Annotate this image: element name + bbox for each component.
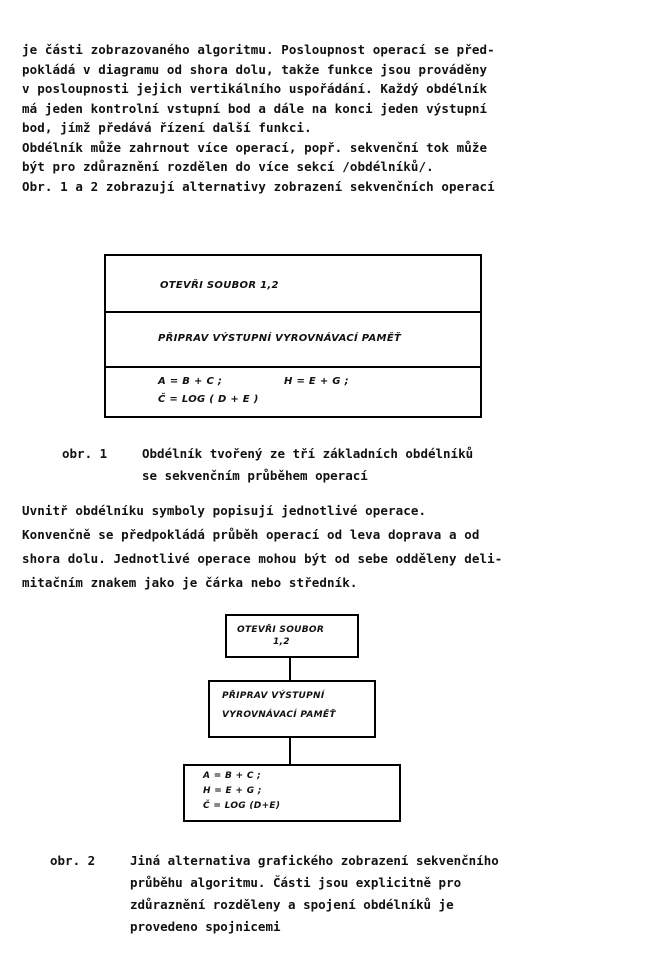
figure1-row3-right: H = E + G ; bbox=[284, 376, 349, 387]
figure1-row1-text: OTEVŘI SOUBOR 1,2 bbox=[160, 280, 279, 291]
text-line: Obdélník může zahrnout více operací, popř. sekvenční tok může bbox=[22, 139, 488, 155]
text-line: Uvnitř obdélníku symboly popisují jednotlivé operace. bbox=[22, 503, 427, 518]
figure1-row3-left: A = B + C ; bbox=[158, 376, 223, 387]
figure2-box1-line2: 1,2 bbox=[273, 637, 290, 647]
figure1-rectangle bbox=[104, 254, 482, 418]
text-line: být pro zdůraznění rozdělen do více sekcí /obdélníků/. bbox=[22, 159, 434, 174]
text-line: má jeden kontrolní vstupní bod a dále na konci jeden výstupní bbox=[22, 100, 488, 116]
caption-line: provedeno spojnicemi bbox=[130, 919, 281, 934]
text-line: je části zobrazovaného algoritmu. Posloupnost operací se před- bbox=[22, 42, 495, 57]
figure1-row3 bbox=[106, 366, 480, 416]
intro-paragraph bbox=[22, 40, 632, 196]
text-line: Obr. 1 a 2 zobrazují alternativy zobrazení sekvenčních operací bbox=[22, 178, 495, 194]
text-line: shora dolu. Jednotlivé operace mohou být od sebe odděleny deli- bbox=[22, 551, 503, 566]
text-line: pokládá v diagramu od shora dolu, takže funkce jsou prováděny bbox=[22, 61, 488, 77]
caption-line: průběhu algoritmu. Části jsou explicitně pro bbox=[130, 875, 462, 890]
caption-line: Jiná alternativa grafického zobrazení sekvenčního bbox=[130, 853, 499, 868]
figure2-box-open-file bbox=[225, 614, 359, 658]
figure2-box3-line3: Č = LOG (D+E) bbox=[203, 801, 281, 811]
figure1-caption-number: obr. 1 bbox=[62, 446, 108, 461]
figure2-box-operations bbox=[183, 764, 401, 822]
figure2-connector-1 bbox=[289, 656, 291, 680]
figure1-row2 bbox=[106, 311, 480, 368]
caption-line: zdůraznění rozděleny a spojení obdélníků je bbox=[130, 897, 454, 912]
caption-line: se sekvenčním průběhem operací bbox=[142, 468, 368, 483]
figure2-caption bbox=[50, 850, 640, 950]
body-paragraph bbox=[22, 499, 632, 595]
figure2-box3-line2: H = E + G ; bbox=[203, 786, 262, 796]
figure2-box1-line1: OTEVŘI SOUBOR bbox=[237, 625, 325, 635]
figure2-box2-line1: PŘIPRAV VÝSTUPNÍ bbox=[222, 691, 325, 701]
text-line: v posloupnosti jejich vertikálního uspořádání. Každý obdélník bbox=[22, 81, 488, 96]
text-line: mitačním znakem jako je čárka nebo středník. bbox=[22, 575, 358, 590]
figure2-connector-2 bbox=[289, 736, 291, 764]
text-line: Konvenčně se předpokládá průběh operací od leva doprava a od bbox=[22, 527, 480, 542]
figure1-row2-text: PŘIPRAV VÝSTUPNÍ VYROVNÁVACÍ PAMĚŤ bbox=[158, 333, 402, 344]
figure2-box3-line1: A = B + C ; bbox=[203, 771, 262, 781]
figure1-row3-bottom: Č = LOG ( D + E ) bbox=[158, 394, 259, 405]
figure2-box-prepare-buffer bbox=[208, 680, 376, 738]
caption-line: Obdélník tvořený ze tří základních obdélníků bbox=[142, 446, 474, 461]
figure2-caption-number: obr. 2 bbox=[50, 853, 96, 868]
figure1-caption bbox=[62, 443, 622, 489]
text-line: bod, jímž předává řízení další funkci. bbox=[22, 120, 312, 135]
figure2-box2-line2: VYROVNÁVACÍ PAMĚŤ bbox=[222, 710, 336, 720]
